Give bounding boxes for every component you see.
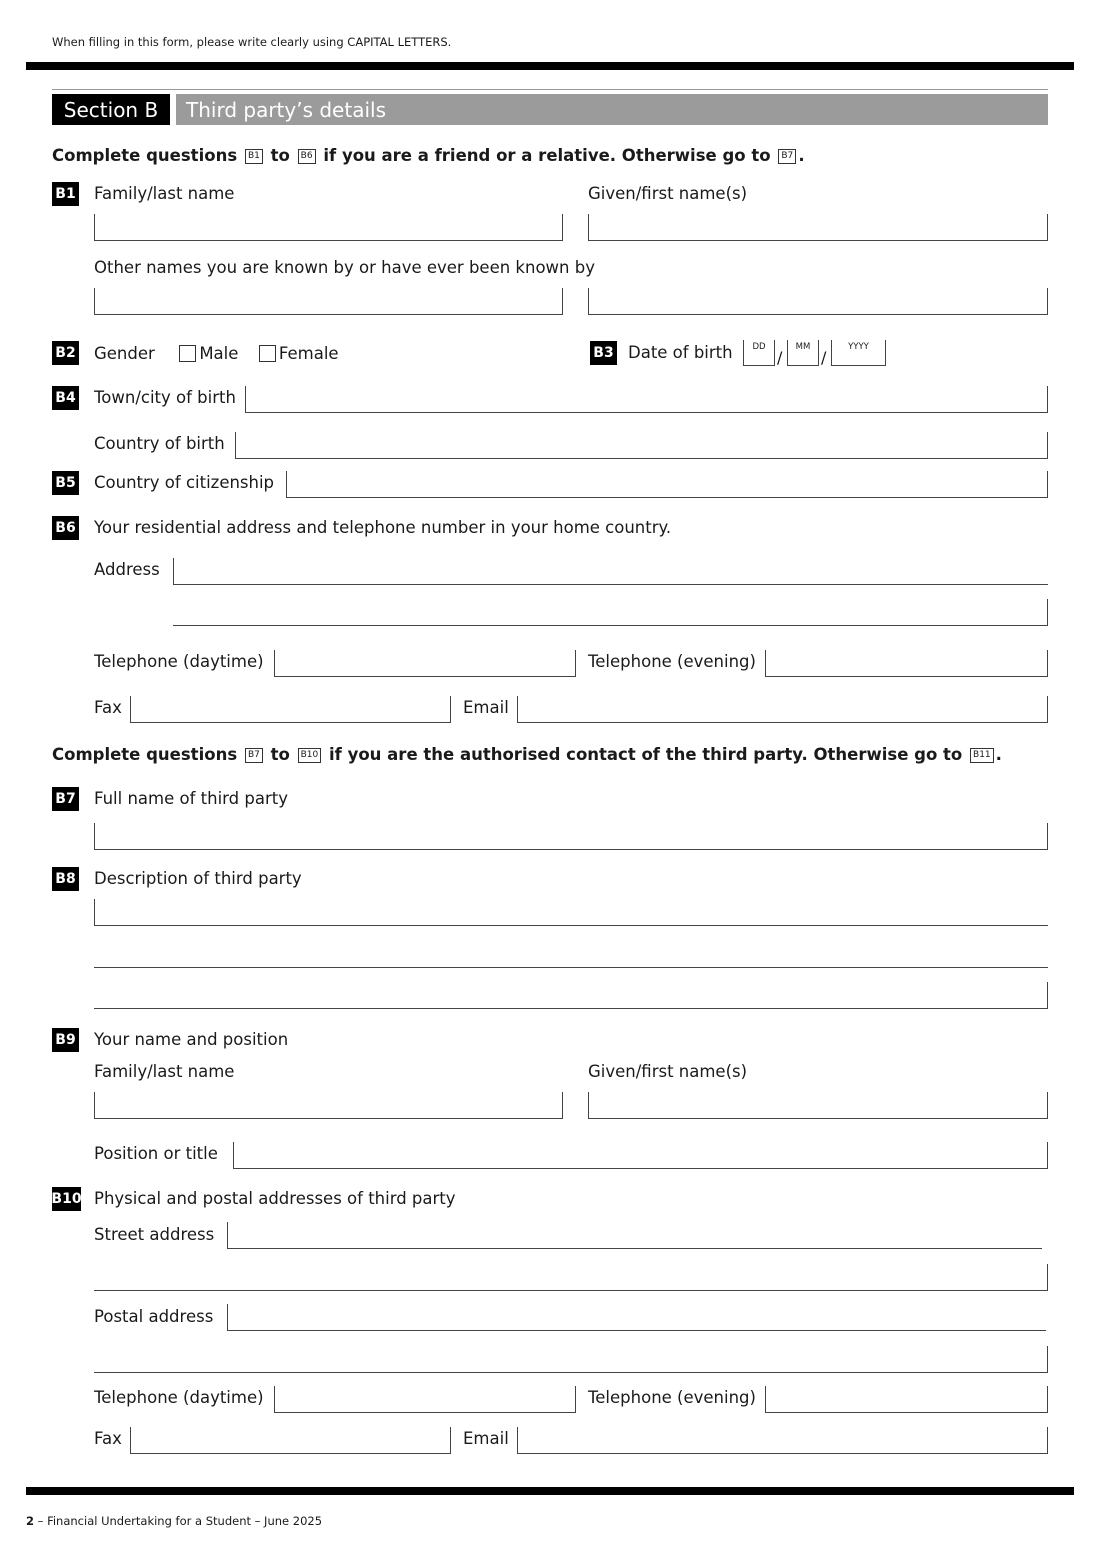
description-line-3[interactable]	[94, 982, 1048, 1009]
fax-label: Fax	[94, 1429, 122, 1448]
question-number-b4: B4	[52, 386, 79, 410]
question-number-b8: B8	[52, 867, 79, 891]
tp-tel-evening-field[interactable]	[765, 1386, 1048, 1413]
email-label: Email	[463, 1429, 509, 1448]
dob-month-field[interactable]: MM	[787, 340, 819, 366]
instruction-text: to	[270, 146, 290, 165]
instruction-text: .	[798, 146, 805, 165]
position-title-field[interactable]	[233, 1142, 1048, 1169]
dob-separator: /	[777, 348, 783, 367]
street-address-field-1[interactable]	[227, 1222, 1042, 1249]
question-number-b3: B3	[590, 341, 617, 365]
instruction-text: Complete questions	[52, 146, 238, 165]
dob-day-field[interactable]: DD	[743, 340, 775, 366]
instruction-text: if you are a friend or a relative. Otherwise go to	[323, 146, 771, 165]
third-party-addresses-label: Physical and postal addresses of third party	[94, 1189, 456, 1208]
page-number: 2	[26, 1514, 35, 1528]
bottom-rule	[26, 1487, 1074, 1495]
dob-year-field[interactable]: YYYY	[831, 340, 886, 366]
question-ref: B1	[245, 149, 263, 164]
email-field[interactable]	[517, 696, 1048, 723]
instruction-text: Complete questions	[52, 745, 238, 764]
gender-label: Gender	[94, 344, 155, 363]
tp-email-field[interactable]	[517, 1427, 1048, 1454]
contact-given-name-field[interactable]	[588, 1092, 1048, 1119]
street-address-field-2[interactable]	[94, 1264, 1048, 1291]
question-number-b9: B9	[52, 1028, 79, 1052]
postal-address-field-1[interactable]	[227, 1304, 1046, 1331]
section-label-text: Section B	[63, 97, 159, 122]
tel-evening-field[interactable]	[765, 650, 1048, 677]
question-ref: B7	[778, 149, 796, 164]
third-party-name-field[interactable]	[94, 823, 1048, 850]
given-name-field[interactable]	[588, 214, 1048, 241]
fax-label: Fax	[94, 698, 122, 717]
description-line-2[interactable]	[94, 967, 1048, 968]
third-party-name-label: Full name of third party	[94, 789, 288, 808]
family-name-label: Family/last name	[94, 184, 235, 203]
page-footer	[26, 1516, 322, 1528]
tel-daytime-field[interactable]	[274, 650, 576, 677]
address-field-1[interactable]	[173, 558, 1048, 585]
family-name-label: Family/last name	[94, 1062, 235, 1081]
family-name-field[interactable]	[94, 214, 563, 241]
female-label: Female	[278, 344, 339, 363]
email-label: Email	[463, 698, 509, 717]
form-instruction: When filling in this form, please write clearly using CAPITAL LETTERS.	[52, 35, 452, 49]
tel-evening-label: Telephone (evening)	[588, 1388, 756, 1407]
address-field-2[interactable]	[173, 599, 1048, 626]
dob-label: Date of birth	[628, 343, 733, 362]
question-number-b10: B10	[52, 1187, 81, 1211]
residential-address-instruction: Your residential address and telephone number in your home country.	[94, 518, 672, 537]
section-label	[52, 94, 170, 125]
given-name-label: Given/first name(s)	[588, 184, 748, 203]
instruction-text: .	[995, 745, 1002, 764]
instruction-second	[52, 745, 1002, 764]
question-ref: B6	[298, 149, 316, 164]
instruction-text: to	[270, 745, 290, 764]
third-party-description-label: Description of third party	[94, 869, 302, 888]
other-names-label: Other names you are known by or have ever been known by	[94, 258, 595, 277]
country-of-birth-field[interactable]	[235, 432, 1048, 459]
citizenship-field[interactable]	[286, 471, 1048, 498]
question-number-b7: B7	[52, 787, 79, 811]
fax-field[interactable]	[130, 696, 451, 723]
gender-group	[94, 345, 339, 363]
your-name-position-label: Your name and position	[94, 1030, 289, 1049]
tel-daytime-label: Telephone (daytime)	[94, 652, 264, 671]
postal-address-label: Postal address	[94, 1307, 214, 1326]
female-checkbox[interactable]	[259, 345, 276, 362]
top-rule	[26, 62, 1074, 70]
given-name-label: Given/first name(s)	[588, 1062, 748, 1081]
section-thin-rule	[52, 89, 1048, 90]
question-number-b1: B1	[52, 182, 79, 206]
position-title-label: Position or title	[94, 1144, 218, 1163]
section-title	[176, 94, 1048, 125]
other-names-field-2[interactable]	[588, 288, 1048, 315]
question-number-b2: B2	[52, 341, 79, 365]
dob-separator: /	[821, 348, 827, 367]
male-label: Male	[199, 344, 239, 363]
other-names-field-1[interactable]	[94, 288, 563, 315]
tel-daytime-label: Telephone (daytime)	[94, 1388, 264, 1407]
male-checkbox[interactable]	[179, 345, 196, 362]
street-address-label: Street address	[94, 1225, 215, 1244]
country-of-birth-label: Country of birth	[94, 434, 225, 453]
tp-tel-daytime-field[interactable]	[274, 1386, 576, 1413]
citizenship-label: Country of citizenship	[94, 473, 275, 492]
town-of-birth-label: Town/city of birth	[94, 388, 236, 407]
question-ref: B10	[298, 748, 322, 763]
question-ref: B7	[245, 748, 263, 763]
question-ref: B11	[970, 748, 994, 763]
section-title-text: Third party’s details	[186, 97, 386, 122]
question-number-b5: B5	[52, 471, 79, 495]
tel-evening-label: Telephone (evening)	[588, 652, 756, 671]
town-of-birth-field[interactable]	[245, 386, 1048, 413]
instruction-text: if you are the authorised contact of the third party. Otherwise go to	[329, 745, 963, 764]
contact-family-name-field[interactable]	[94, 1092, 563, 1119]
question-number-b6: B6	[52, 516, 79, 540]
description-line-1[interactable]	[94, 899, 1048, 926]
address-label: Address	[94, 560, 160, 579]
tp-fax-field[interactable]	[130, 1427, 451, 1454]
footer-text: – Financial Undertaking for a Student – June 2025	[34, 1514, 323, 1528]
postal-address-field-2[interactable]	[94, 1346, 1048, 1373]
instruction-first	[52, 146, 805, 165]
